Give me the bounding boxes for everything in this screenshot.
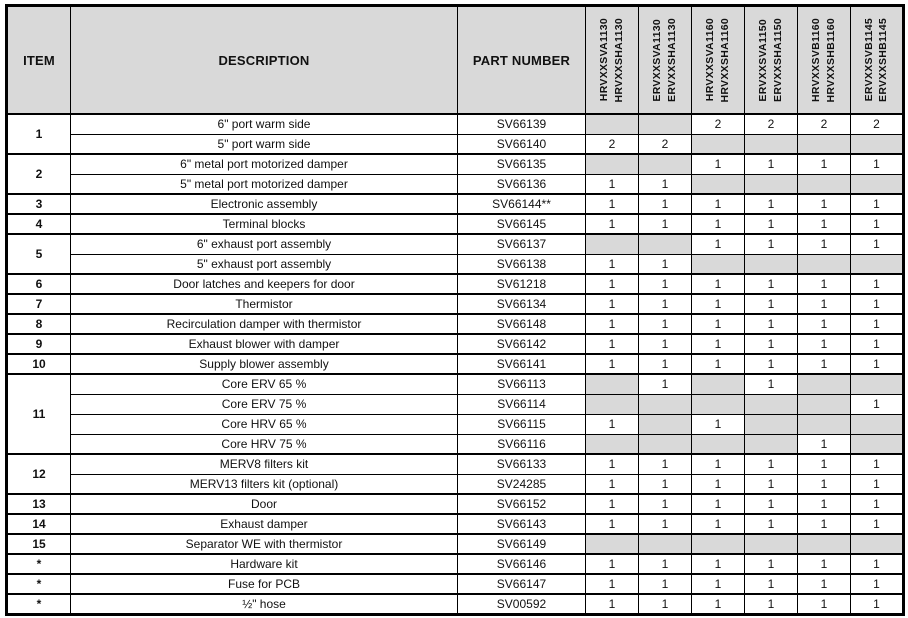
quantity-cell: 1: [745, 234, 798, 254]
quantity-cell: [639, 534, 692, 554]
quantity-cell: 1: [692, 214, 745, 234]
quantity-cell: 1: [639, 214, 692, 234]
part-number-cell: SV66134: [458, 294, 586, 314]
quantity-cell: 1: [586, 194, 639, 214]
quantity-cell: [851, 174, 904, 194]
quantity-cell: 1: [639, 554, 692, 574]
part-number-cell: SV66145: [458, 214, 586, 234]
item-number-cell: *: [7, 554, 71, 574]
part-number-cell: SV66144**: [458, 194, 586, 214]
item-number-cell: 3: [7, 194, 71, 214]
quantity-cell: 1: [851, 274, 904, 294]
item-number-cell: 11: [7, 374, 71, 454]
quantity-cell: [851, 414, 904, 434]
item-number-cell: 2: [7, 154, 71, 194]
quantity-cell: [586, 434, 639, 454]
quantity-cell: 1: [692, 454, 745, 474]
quantity-cell: 1: [798, 234, 851, 254]
quantity-cell: 1: [851, 194, 904, 214]
quantity-cell: 1: [639, 334, 692, 354]
description-cell: Thermistor: [71, 294, 458, 314]
quantity-cell: 1: [851, 214, 904, 234]
quantity-cell: 1: [851, 354, 904, 374]
quantity-cell: 1: [851, 494, 904, 514]
table-row: [7, 174, 904, 194]
quantity-cell: [798, 414, 851, 434]
quantity-cell: 1: [692, 294, 745, 314]
model-column-header-labels: [692, 9, 744, 111]
quantity-cell: [639, 114, 692, 134]
model-column-header: [639, 6, 692, 115]
model-name-label: HRVXXSVA1130: [598, 18, 611, 102]
quantity-cell: 1: [851, 334, 904, 354]
model-name-label: HRVXXSVA1160: [704, 18, 717, 102]
description-cell: MERV13 filters kit (optional): [71, 474, 458, 494]
parts-table-body: [7, 114, 904, 614]
quantity-cell: 1: [692, 274, 745, 294]
quantity-cell: 1: [586, 514, 639, 534]
quantity-cell: 1: [586, 334, 639, 354]
quantity-cell: 1: [639, 254, 692, 274]
quantity-cell: 1: [692, 354, 745, 374]
quantity-cell: 1: [851, 554, 904, 574]
quantity-cell: 1: [586, 414, 639, 434]
description-cell: Core ERV 65 %: [71, 374, 458, 394]
model-name-label: HRVXXSVB1160: [810, 18, 823, 102]
part-number-cell: SV66116: [458, 434, 586, 454]
item-number-cell: 10: [7, 354, 71, 374]
item-number-cell: *: [7, 594, 71, 614]
quantity-cell: 1: [639, 174, 692, 194]
model-name-label: ERVXXSHB1145: [877, 18, 889, 102]
quantity-cell: [586, 114, 639, 134]
description-cell: Fuse for PCB: [71, 574, 458, 594]
quantity-cell: 1: [692, 494, 745, 514]
quantity-cell: 1: [586, 314, 639, 334]
quantity-cell: 1: [745, 514, 798, 534]
quantity-cell: 1: [692, 414, 745, 434]
quantity-cell: 2: [692, 114, 745, 134]
table-row: [7, 234, 904, 254]
column-header-part-number: PART NUMBER: [458, 6, 586, 115]
quantity-cell: [798, 174, 851, 194]
quantity-cell: 1: [798, 274, 851, 294]
quantity-cell: 1: [639, 454, 692, 474]
description-cell: Terminal blocks: [71, 214, 458, 234]
quantity-cell: [639, 394, 692, 414]
table-row: [7, 494, 904, 514]
quantity-cell: [692, 534, 745, 554]
quantity-cell: 2: [745, 114, 798, 134]
quantity-cell: 1: [692, 314, 745, 334]
part-number-cell: SV66152: [458, 494, 586, 514]
quantity-cell: 1: [798, 294, 851, 314]
quantity-cell: 1: [586, 214, 639, 234]
table-row: [7, 134, 904, 154]
model-column-header-labels: [798, 9, 850, 111]
quantity-cell: [745, 254, 798, 274]
item-number-cell: 13: [7, 494, 71, 514]
quantity-cell: [851, 254, 904, 274]
description-cell: 5" metal port motorized damper: [71, 174, 458, 194]
table-row: [7, 414, 904, 434]
quantity-cell: [586, 394, 639, 414]
quantity-cell: 2: [851, 114, 904, 134]
item-number-cell: 12: [7, 454, 71, 494]
part-number-cell: SV66148: [458, 314, 586, 334]
table-row: [7, 554, 904, 574]
quantity-cell: 1: [745, 594, 798, 614]
quantity-cell: 1: [745, 294, 798, 314]
quantity-cell: 1: [586, 254, 639, 274]
description-cell: Core ERV 75 %: [71, 394, 458, 414]
model-name-label: ERVXXSVA1150: [757, 18, 770, 102]
quantity-cell: 1: [639, 514, 692, 534]
quantity-cell: [798, 534, 851, 554]
quantity-cell: [586, 154, 639, 174]
quantity-cell: [692, 174, 745, 194]
description-cell: 6" metal port motorized damper: [71, 154, 458, 174]
model-column-header: [798, 6, 851, 115]
table-row: [7, 214, 904, 234]
table-row: [7, 194, 904, 214]
quantity-cell: 1: [639, 294, 692, 314]
model-column-header: [692, 6, 745, 115]
item-number-cell: 7: [7, 294, 71, 314]
description-cell: Supply blower assembly: [71, 354, 458, 374]
quantity-cell: [745, 434, 798, 454]
quantity-cell: [692, 374, 745, 394]
quantity-cell: [851, 534, 904, 554]
parts-table: [5, 4, 905, 616]
quantity-cell: 1: [851, 594, 904, 614]
model-name-label: ERVXXSVA1130: [651, 18, 664, 102]
part-number-cell: SV66138: [458, 254, 586, 274]
quantity-cell: [745, 414, 798, 434]
part-number-cell: SV66135: [458, 154, 586, 174]
quantity-cell: 1: [745, 214, 798, 234]
item-number-cell: 4: [7, 214, 71, 234]
description-cell: Recirculation damper with thermistor: [71, 314, 458, 334]
quantity-cell: 2: [639, 134, 692, 154]
item-number-cell: 9: [7, 334, 71, 354]
quantity-cell: 1: [745, 274, 798, 294]
quantity-cell: 1: [798, 194, 851, 214]
quantity-cell: [639, 154, 692, 174]
quantity-cell: 1: [798, 574, 851, 594]
quantity-cell: [745, 534, 798, 554]
quantity-cell: 1: [692, 474, 745, 494]
table-row: [7, 514, 904, 534]
part-number-cell: SV00592: [458, 594, 586, 614]
model-name-label: HRVXXSHB1160: [824, 17, 837, 103]
quantity-cell: [586, 234, 639, 254]
part-number-cell: SV66149: [458, 534, 586, 554]
part-number-cell: SV66146: [458, 554, 586, 574]
quantity-cell: 1: [692, 234, 745, 254]
table-row: [7, 374, 904, 394]
quantity-cell: 1: [639, 494, 692, 514]
table-row: [7, 114, 904, 134]
description-cell: Core HRV 75 %: [71, 434, 458, 454]
quantity-cell: [851, 374, 904, 394]
part-number-cell: SV66147: [458, 574, 586, 594]
quantity-cell: 1: [586, 294, 639, 314]
table-row: [7, 314, 904, 334]
description-cell: 5" exhaust port assembly: [71, 254, 458, 274]
item-number-cell: 8: [7, 314, 71, 334]
model-column-header-labels: [586, 9, 638, 111]
part-number-cell: SV66143: [458, 514, 586, 534]
table-row: [7, 394, 904, 414]
quantity-cell: 1: [586, 554, 639, 574]
quantity-cell: 1: [851, 454, 904, 474]
part-number-cell: SV66139: [458, 114, 586, 134]
quantity-cell: [745, 134, 798, 154]
quantity-cell: 1: [586, 594, 639, 614]
description-cell: Exhaust damper: [71, 514, 458, 534]
quantity-cell: [586, 374, 639, 394]
quantity-cell: [851, 134, 904, 154]
quantity-cell: 1: [798, 434, 851, 454]
quantity-cell: 1: [692, 594, 745, 614]
quantity-cell: 1: [798, 154, 851, 174]
item-number-cell: 1: [7, 114, 71, 154]
item-number-cell: 14: [7, 514, 71, 534]
quantity-cell: 1: [745, 334, 798, 354]
table-row: [7, 434, 904, 454]
quantity-cell: 1: [745, 454, 798, 474]
quantity-cell: 1: [745, 374, 798, 394]
table-row: [7, 354, 904, 374]
quantity-cell: 1: [745, 554, 798, 574]
table-row: [7, 254, 904, 274]
quantity-cell: 1: [851, 154, 904, 174]
model-name-label: HRVXXSHA1130: [612, 17, 625, 103]
model-column-header: [586, 6, 639, 115]
quantity-cell: 1: [798, 334, 851, 354]
description-cell: Hardware kit: [71, 554, 458, 574]
quantity-cell: 1: [798, 494, 851, 514]
quantity-cell: 1: [586, 454, 639, 474]
quantity-cell: [798, 394, 851, 414]
quantity-cell: 1: [639, 594, 692, 614]
quantity-cell: 1: [586, 494, 639, 514]
description-cell: Separator WE with thermistor: [71, 534, 458, 554]
quantity-cell: [745, 394, 798, 414]
model-column-header-labels: [745, 9, 797, 111]
quantity-cell: 2: [798, 114, 851, 134]
item-number-cell: *: [7, 574, 71, 594]
model-column-header: [851, 6, 904, 115]
description-cell: Core HRV 65 %: [71, 414, 458, 434]
quantity-cell: 1: [586, 354, 639, 374]
quantity-cell: [798, 374, 851, 394]
quantity-cell: [692, 134, 745, 154]
table-row: [7, 154, 904, 174]
description-cell: Door latches and keepers for door: [71, 274, 458, 294]
description-cell: 6" port warm side: [71, 114, 458, 134]
quantity-cell: [798, 134, 851, 154]
model-name-label: ERVXXSHA1130: [665, 18, 678, 102]
description-cell: Electronic assembly: [71, 194, 458, 214]
quantity-cell: [798, 254, 851, 274]
part-number-cell: SV66114: [458, 394, 586, 414]
part-number-cell: SV24285: [458, 474, 586, 494]
quantity-cell: 1: [798, 514, 851, 534]
description-cell: Door: [71, 494, 458, 514]
part-number-cell: SV66140: [458, 134, 586, 154]
description-cell: 5" port warm side: [71, 134, 458, 154]
quantity-cell: 1: [798, 474, 851, 494]
description-cell: 6" exhaust port assembly: [71, 234, 458, 254]
quantity-cell: 1: [798, 354, 851, 374]
quantity-cell: 1: [798, 314, 851, 334]
quantity-cell: 1: [639, 314, 692, 334]
item-number-cell: 15: [7, 534, 71, 554]
part-number-cell: SV66141: [458, 354, 586, 374]
table-row: [7, 294, 904, 314]
quantity-cell: 1: [745, 494, 798, 514]
quantity-cell: 1: [745, 354, 798, 374]
quantity-cell: 1: [586, 274, 639, 294]
table-row: [7, 534, 904, 554]
quantity-cell: 1: [745, 154, 798, 174]
quantity-cell: 1: [851, 474, 904, 494]
quantity-cell: 1: [851, 234, 904, 254]
quantity-cell: [639, 234, 692, 254]
quantity-cell: 1: [851, 574, 904, 594]
quantity-cell: 1: [851, 394, 904, 414]
quantity-cell: 1: [798, 454, 851, 474]
quantity-cell: 1: [639, 374, 692, 394]
model-name-label: ERVXXSVB1145: [862, 18, 875, 102]
quantity-cell: [692, 254, 745, 274]
description-cell: ½" hose: [71, 594, 458, 614]
table-row: [7, 274, 904, 294]
part-number-cell: SV66142: [458, 334, 586, 354]
item-number-cell: 6: [7, 274, 71, 294]
quantity-cell: 1: [692, 334, 745, 354]
part-number-cell: SV66136: [458, 174, 586, 194]
table-row: [7, 594, 904, 614]
quantity-cell: 1: [745, 474, 798, 494]
part-number-cell: SV66115: [458, 414, 586, 434]
model-name-label: ERVXXSHA1150: [771, 18, 784, 102]
quantity-cell: 1: [692, 554, 745, 574]
part-number-cell: SV61218: [458, 274, 586, 294]
quantity-cell: 1: [851, 514, 904, 534]
description-cell: MERV8 filters kit: [71, 454, 458, 474]
quantity-cell: 2: [586, 134, 639, 154]
quantity-cell: [692, 434, 745, 454]
table-row: [7, 474, 904, 494]
quantity-cell: 1: [745, 574, 798, 594]
column-header-description: DESCRIPTION: [71, 6, 458, 115]
quantity-cell: 1: [851, 314, 904, 334]
quantity-cell: [639, 414, 692, 434]
quantity-cell: 1: [798, 594, 851, 614]
quantity-cell: 1: [586, 174, 639, 194]
model-name-label: HRVXXSHA1160: [718, 17, 731, 103]
quantity-cell: 1: [798, 214, 851, 234]
quantity-cell: [851, 434, 904, 454]
table-row: [7, 454, 904, 474]
quantity-cell: 1: [639, 274, 692, 294]
quantity-cell: [745, 174, 798, 194]
quantity-cell: 1: [639, 194, 692, 214]
quantity-cell: 1: [639, 474, 692, 494]
description-cell: Exhaust blower with damper: [71, 334, 458, 354]
quantity-cell: 1: [586, 574, 639, 594]
quantity-cell: 1: [586, 474, 639, 494]
header-row: [7, 6, 904, 115]
part-number-cell: SV66133: [458, 454, 586, 474]
item-number-cell: 5: [7, 234, 71, 274]
quantity-cell: 1: [692, 154, 745, 174]
quantity-cell: 1: [639, 354, 692, 374]
quantity-cell: 1: [798, 554, 851, 574]
table-row: [7, 574, 904, 594]
column-header-item: ITEM: [7, 6, 71, 115]
quantity-cell: 1: [745, 194, 798, 214]
model-column-header: [745, 6, 798, 115]
quantity-cell: [692, 394, 745, 414]
quantity-cell: 1: [692, 574, 745, 594]
part-number-cell: SV66113: [458, 374, 586, 394]
quantity-cell: [586, 534, 639, 554]
quantity-cell: 1: [692, 194, 745, 214]
part-number-cell: SV66137: [458, 234, 586, 254]
model-column-header-labels: [851, 9, 902, 111]
model-column-header-labels: [639, 9, 691, 111]
quantity-cell: 1: [692, 514, 745, 534]
quantity-cell: 1: [851, 294, 904, 314]
quantity-cell: [639, 434, 692, 454]
quantity-cell: 1: [639, 574, 692, 594]
quantity-cell: 1: [745, 314, 798, 334]
table-row: [7, 334, 904, 354]
